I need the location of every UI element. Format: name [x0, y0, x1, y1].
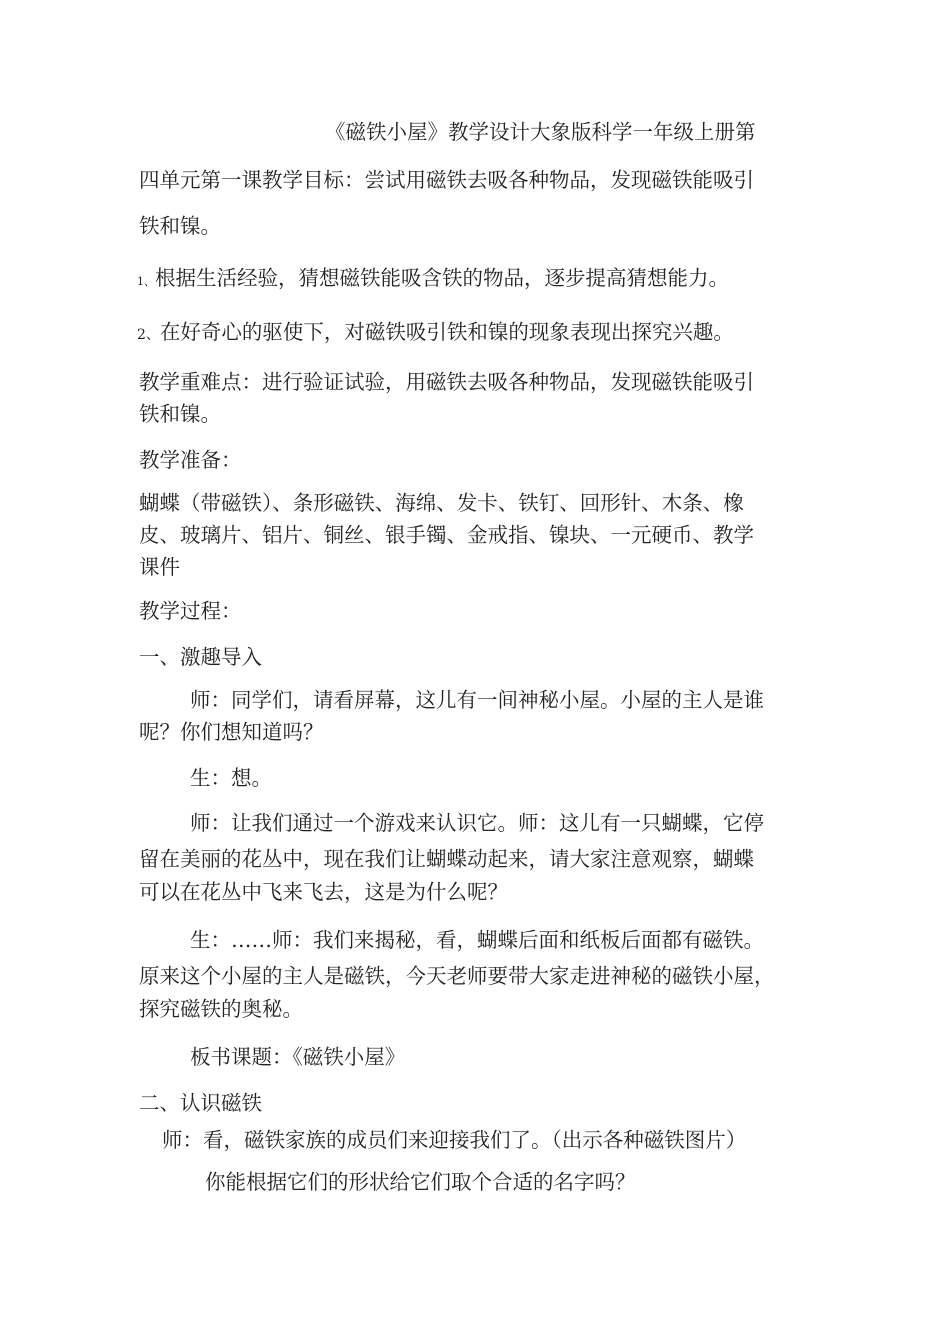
paragraph-1-line-2: 呢？你们想知道吗？ — [139, 720, 324, 744]
preparation-line-1: 蝴蝶（带磁铁）、条形磁铁、海绵、发卡、铁钉、回形针、木条、橡 — [139, 491, 744, 515]
title-line: 《磁铁小屋》教学设计大象版科学一年级上册第 — [325, 120, 756, 144]
paragraph-6: 师：看，磁铁家族的成员们来迎接我们了。（出示各种磁铁图片） — [162, 1128, 747, 1152]
paragraph-3-line-2: 留在美丽的花丛中，现在我们让蝴蝶动起来，请大家注意观察，蝴蝶 — [139, 847, 754, 871]
process-heading: 教学过程： — [139, 599, 242, 623]
preparation-line-3: 课件 — [139, 555, 180, 579]
paragraph-5: 板书课题：《磁铁小屋》 — [190, 1045, 406, 1069]
paragraph-3-line-1: 师：让我们通过一个游戏来认识它。师：这儿有一只蝴蝶，它停 — [190, 811, 764, 835]
objective-2 — [137, 322, 734, 343]
section-1-heading: 一、激趣导入 — [139, 645, 262, 669]
paragraph-4-line-3: 探究磁铁的奥秘。 — [139, 997, 303, 1021]
key-points-line-1: 教学重难点：进行验证试验，用磁铁去吸各种物品，发现磁铁能吸引 — [139, 370, 754, 394]
paragraph-3-line-3: 可以在花丛中飞来飞去，这是为什么呢？ — [139, 880, 508, 904]
preparation-line-2: 皮、玻璃片、铝片、铜丝、银手镯、金戒指、镍块、一元硬币、教学 — [139, 523, 754, 547]
intro-line-2: 四单元第一课教学目标：尝试用磁铁去吸各种物品，发现磁铁能吸引 — [139, 168, 754, 192]
paragraph-4-line-1: 生：……师：我们来揭秘，看，蝴蝶后面和纸板后面都有磁铁。 — [190, 928, 764, 952]
paragraph-4-line-2: 原来这个小屋的主人是磁铁，今天老师要带大家走进神秘的磁铁小屋， — [139, 964, 775, 988]
section-2-heading: 二、认识磁铁 — [139, 1091, 262, 1115]
intro-line-3: 铁和镍。 — [139, 214, 221, 238]
objective-2-number: 2、 — [137, 327, 160, 343]
objective-1-number: 1、 — [137, 275, 155, 288]
key-points-line-2: 铁和镍。 — [139, 402, 221, 426]
paragraph-1-line-1: 师：同学们，请看屏幕，这儿有一间神秘小屋。小屋的主人是谁 — [190, 688, 764, 712]
paragraph-2: 生：想。 — [190, 766, 272, 790]
objective-1-text: 根据生活经验，猜想磁铁能吸含铁的物品，逐步提高猜想能力。 — [155, 266, 729, 290]
paragraph-7: 你能根据它们的形状给它们取个合适的名字吗？ — [205, 1170, 636, 1194]
preparation-heading: 教学准备： — [139, 448, 242, 472]
objective-1 — [137, 268, 729, 289]
objective-2-text: 在好奇心的驱使下，对磁铁吸引铁和镍的现象表现出探究兴趣。 — [159, 320, 734, 344]
